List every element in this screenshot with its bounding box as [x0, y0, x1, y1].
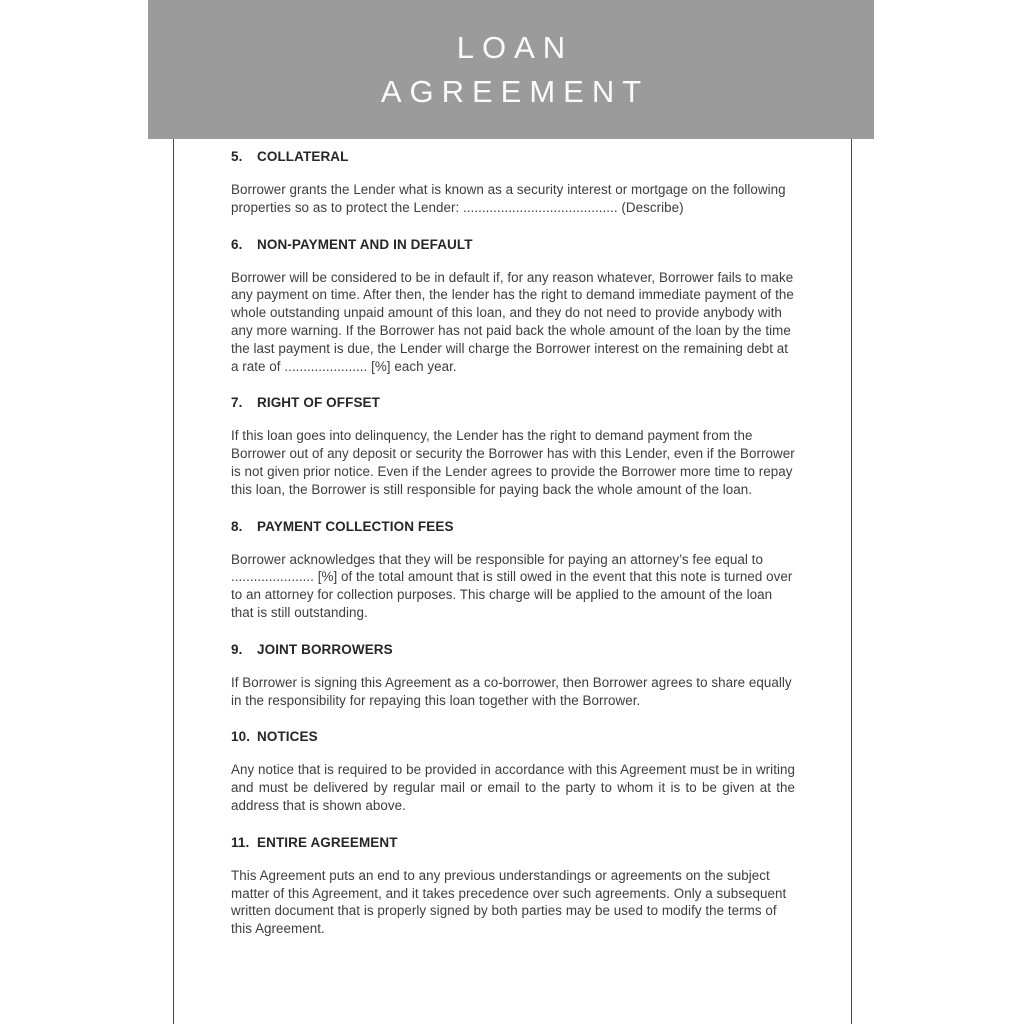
title-line-2: AGREEMENT — [380, 74, 650, 109]
section-heading-text: NOTICES — [257, 729, 318, 745]
section-heading — [231, 236, 795, 254]
section-heading-text: RIGHT OF OFFSET — [257, 395, 380, 411]
section-heading — [231, 394, 795, 412]
document-section — [231, 518, 795, 622]
section-paragraph: Borrower grants the Lender what is known as a security interest or mortgage on the following properties so as to protect the Lender: ......................................... (Describe) — [231, 182, 786, 215]
section-heading — [231, 728, 795, 746]
document-section — [231, 394, 795, 498]
section-number: 5. — [231, 149, 243, 164]
section-heading — [231, 641, 795, 659]
section-number: 7. — [231, 395, 243, 411]
section-paragraph: This Agreement puts an end to any previous understandings or agreements on the subject matter of this Agreement, and it takes precedence over such agreements. Only a subsequent written document that is properly signed by both parties may be used to modify the terms of this Agreement. — [231, 867, 787, 937]
section-heading-text: NON-PAYMENT AND IN DEFAULT — [257, 236, 473, 252]
section-paragraph: Borrower will be considered to be in default if, for any reason whatever, Borrower fails to make any payment on time. After then, the lender has the right to demand immediate payment of the whole outstanding unpaid amount of this loan, and they do not need to provide anybody with any more warning. If the Borrower has not paid back the whole amount of the loan by the time the last payment is due, the Lender will charge the Borrower interest on the remaining debt at a rate of ...................... [%] each year. — [231, 269, 794, 374]
section-heading — [231, 148, 795, 166]
sections-container — [174, 139, 851, 938]
section-heading — [231, 518, 795, 536]
section-heading — [231, 834, 795, 852]
section-paragraph: If Borrower is signing this Agreement as a co-borrower, then Borrower agrees to share equally in the responsibility for repaying this loan together with the Borrower. — [231, 674, 792, 708]
section-paragraph: If this loan goes into delinquency, the Lender has the right to demand payment from the Borrower out of any deposit or security the Borrower has with this Lender, even if the Borrower is not given prior notice. Even if the Lender agrees to provide the Borrower more time to repay this loan, the Borrower is still responsible for paying back the whole amount of the loan. — [231, 428, 795, 497]
document-section — [231, 236, 795, 376]
section-number: 11. — [231, 834, 250, 850]
section-number: 9. — [231, 641, 243, 657]
section-number: 10. — [231, 729, 251, 745]
document-section — [231, 148, 795, 217]
section-paragraph: Any notice that is required to be provided in accordance with this Agreement must be in writing and must be delivered by regular mail or email to the party to whom it is to be given at the address that is shown above. — [231, 762, 795, 813]
document-section — [231, 641, 795, 710]
document-page — [173, 139, 852, 1024]
section-heading-text: PAYMENT COLLECTION FEES — [257, 518, 454, 534]
section-heading-text: ENTIRE AGREEMENT — [257, 834, 398, 850]
section-heading-text: COLLATERAL — [257, 149, 349, 164]
title-line-1: LOAN — [456, 30, 574, 65]
document-title-banner — [148, 0, 874, 139]
document-section — [231, 728, 795, 814]
section-paragraph: Borrower acknowledges that they will be responsible for paying an attorney’s fee equal to ...................... [%] of the total amount that is still owed in the event that this note is turned over to an attorney for collection purposes. This charge will be applied to the amount of the loan that is still outstanding. — [231, 551, 793, 620]
section-number: 8. — [231, 518, 243, 534]
document-section — [231, 834, 795, 938]
section-heading-text: JOINT BORROWERS — [257, 641, 393, 657]
section-number: 6. — [231, 236, 243, 252]
